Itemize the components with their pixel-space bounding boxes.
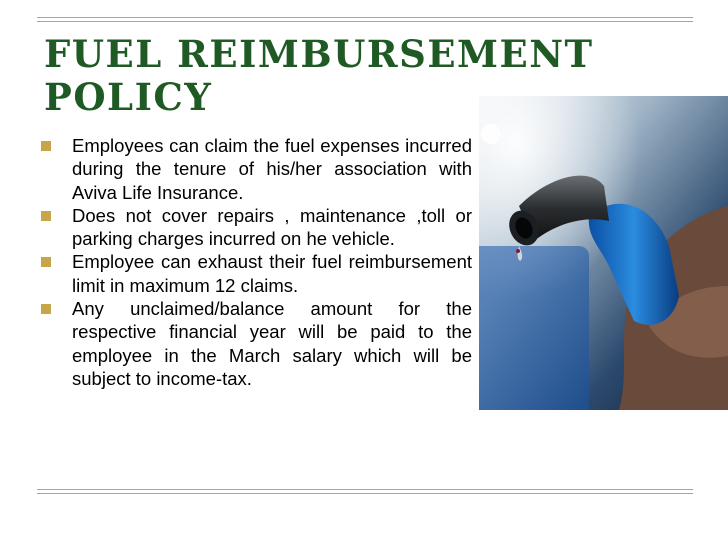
title-line-1: FUEL REIMBURSEMENT [44,32,594,76]
bullet-text: Employee can exhaust their fuel reimbursement limit in maximum 12 claims. [72,251,472,296]
square-bullet-icon [41,141,51,151]
bullet-text: Any unclaimed/balance amount for the respective financial year will be paid to the employee in the March salary which will be subject to income-tax. [72,298,472,389]
bullet-item [40,134,472,204]
title-line-2: POLICY [44,75,213,119]
bullet-list [40,134,472,390]
bottom-divider [37,489,693,494]
bullet-text: Employees can claim the fuel expenses incurred during the tenure of his/her association with Aviva Life Insurance. [72,135,472,203]
top-divider [37,17,693,22]
square-bullet-icon [41,304,51,314]
square-bullet-icon [41,257,51,267]
bullet-text: Does not cover repairs , maintenance ,toll or parking charges incurred on he vehicle. [72,204,472,250]
bullet-item [40,204,472,251]
bullet-item [40,297,472,390]
square-bullet-icon [41,211,51,221]
fuel-nozzle-photo [479,96,728,410]
bullet-item [40,250,472,297]
